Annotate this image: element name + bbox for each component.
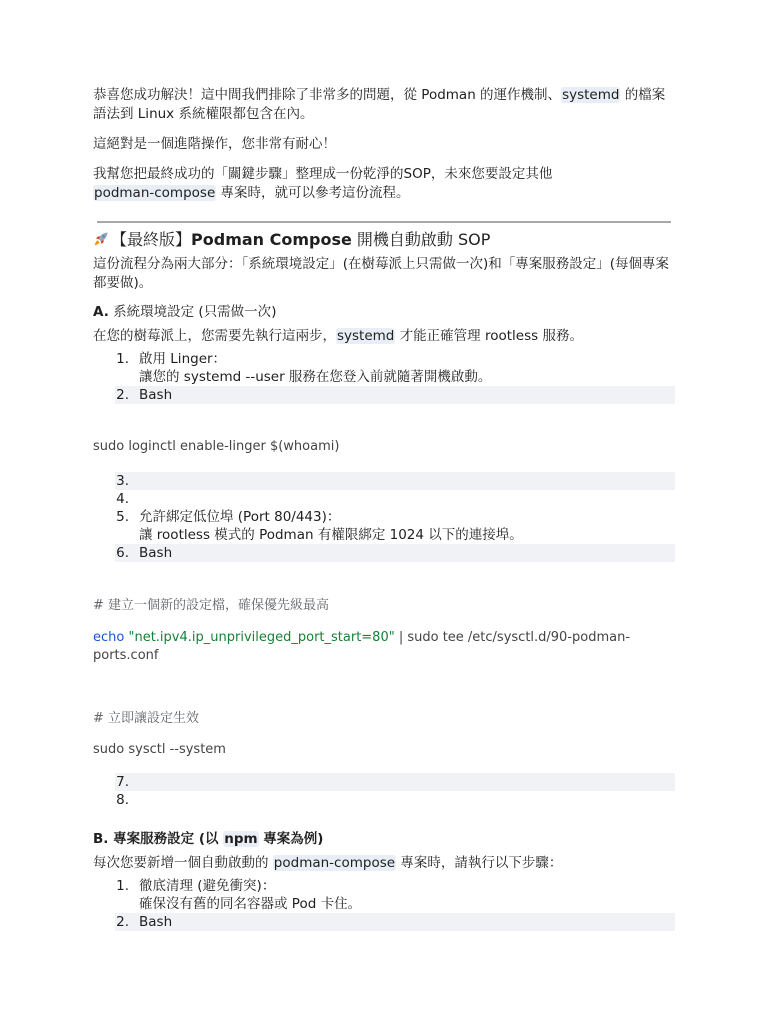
section-a-list-1 xyxy=(93,350,675,404)
intro-paragraph-2: 這絕對是一個進階操作，您非常有耐心！ xyxy=(93,136,336,152)
inline-code-systemd: systemd xyxy=(337,328,395,344)
code-comment: # 立即讓設定生效 xyxy=(93,711,200,726)
intro-paragraph-1: 恭喜您成功解決！這中間我們排除了非常多的問題，從 Podman 的運作機制、systemd 的檔案語法到 Linux 系統權限都包含在內。 xyxy=(93,87,666,122)
list-item: 2. Bash xyxy=(115,913,675,931)
section-b-list xyxy=(93,877,675,931)
inline-code-npm: npm xyxy=(224,831,258,847)
intro-paragraph-3: 我幫您把最終成功的「關鍵步驟」整理成一份乾淨的SOP，未來您要設定其他 podman-compose 專案時，就可以參考這份流程。 xyxy=(93,166,553,201)
section-b-heading: B. 專案服務設定 (以 npm 專案為例) xyxy=(93,831,324,847)
rocket-icon xyxy=(93,231,109,247)
list-item: 2. Bash xyxy=(115,386,675,404)
inline-code-systemd: systemd xyxy=(562,87,620,103)
document-body xyxy=(93,86,675,931)
list-item: 1. 啟用 Linger： 讓您的 systemd --user 服務在您登入前就隨著開機啟動。 xyxy=(116,351,492,385)
inline-code-podman-compose: podman-compose xyxy=(273,855,396,871)
code-line: sudo loginctl enable-linger $(whoami) xyxy=(93,439,340,454)
section-a-lead: 在您的樹莓派上，您需要先執行這兩步，systemd 才能正確管理 rootless 服務。 xyxy=(93,328,583,344)
list-item: 3. xyxy=(115,472,675,490)
inline-code-podman-compose: podman-compose xyxy=(94,185,216,201)
section-a-list-2 xyxy=(93,472,675,562)
code-comment: # 建立一個新的設定檔，確保優先級最高 xyxy=(93,598,330,613)
section-a-list-3 xyxy=(93,773,675,809)
section-b-lead: 每次您要新增一個自動啟動的 podman-compose 專案時，請執行以下步驟： xyxy=(93,855,563,871)
list-item: 1. 徹底清理 (避免衝突)： 確保沒有舊的同名容器或 Pod 卡住。 xyxy=(116,878,362,912)
section-title: 【最終版】Podman Compose 開機自動啟動 SOP xyxy=(93,229,675,251)
list-item: 7. xyxy=(115,773,675,791)
list-item: 4. xyxy=(116,491,129,507)
list-item: 6. Bash xyxy=(115,544,675,562)
code-line: echo "net.ipv4.ip_unprivileged_port_start=80" | sudo tee /etc/sysctl.d/90-podman-ports.conf xyxy=(93,630,631,663)
title-intro: 這份流程分為兩大部分：「系統環境設定」(在樹莓派上只需做一次)和「專案服務設定」(每個專案都要做)。 xyxy=(93,256,670,291)
horizontal-rule xyxy=(97,221,671,223)
code-line: sudo sysctl --system xyxy=(93,742,226,757)
list-item: 8. xyxy=(116,792,129,808)
list-item: 5. 允許綁定低位埠 (Port 80/443)： 讓 rootless 模式的 Podman 有權限綁定 1024 以下的連接埠。 xyxy=(116,509,523,543)
section-a-heading: A. 系統環境設定 (只需做一次) xyxy=(93,304,277,320)
